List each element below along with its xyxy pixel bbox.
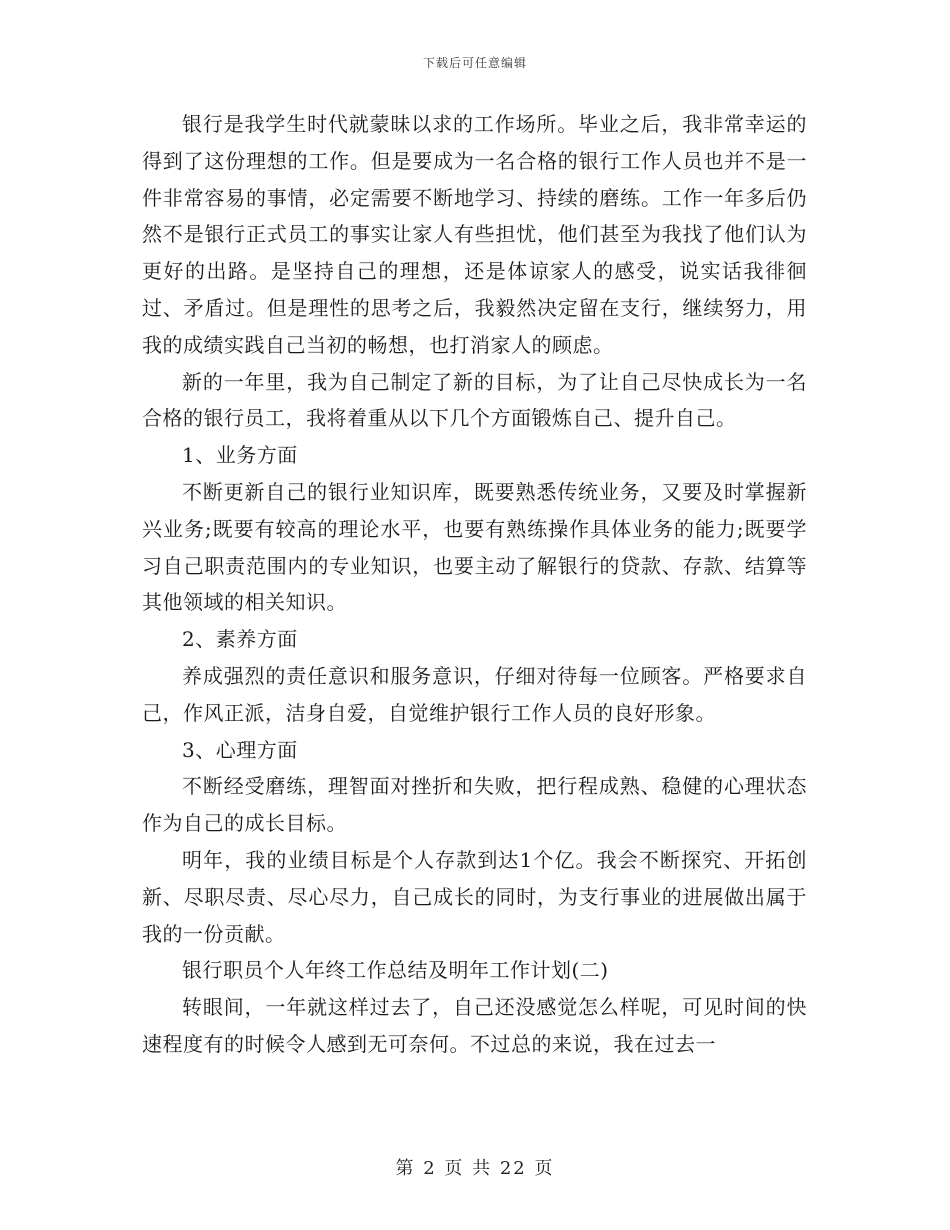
paragraph-psychology: 不断经受磨练，理智面对挫折和失败，把行程成熟、稳健的心理状态作为自己的成长目标。 xyxy=(142,774,807,836)
section-heading-quality: 2、素养方面 xyxy=(182,627,298,652)
paragraph-goals: 新的一年里，我为自己制定了新的目标，为了让自己尽快成长为一名合格的银行员工，我将着重从以下几个方面锻炼自己、提升自己。 xyxy=(142,369,807,431)
section-heading-psychology: 3、心理方面 xyxy=(182,737,298,762)
document-body xyxy=(142,106,807,1063)
paragraph-intro: 银行是我学生时代就蒙昧以求的工作场所。毕业之后，我非常幸运的得到了这份理想的工作。但是要成为一名合格的银行工作人员也并不是一件非常容易的事情，必定需要不断地学习、持续的磨练。工作一年多后仍然不是银行正式员工的事实让家人有些担忧，他们甚至为我找了他们认为更好的出路。是坚持自己的理想，还是体谅家人的感受，说实话我徘徊过、矛盾过。但是理性的思考之后，我毅然决定留在支行，继续努力，用我的成绩实践自己当初的畅想，也打消家人的顾虑。 xyxy=(142,112,807,357)
paragraph-business: 不断更新自己的银行业知识库，既要熟悉传统业务，又要及时掌握新兴业务;既要有较高的理论水平，也要有熟练操作具体业务的能力;既要学习自己职责范围内的专业知识，也要主动了解银行的贷款、存款、结算等其他领域的相关知识。 xyxy=(142,479,807,615)
section-heading-business: 1、业务方面 xyxy=(182,443,298,468)
paragraph-part-two-intro: 转眼间，一年就这样过去了，自己还没感觉怎么样呢，可见时间的快速程度有的时候令人感到无可奈何。不过总的来说，我在过去一 xyxy=(142,995,807,1056)
paragraph-target: 明年，我的业绩目标是个人存款到达1个亿。我会不断探究、开拓创新、尽职尽责、尽心尽力，自己成长的同时，为支行事业的进展做出属于我的一份贡献。 xyxy=(142,847,807,946)
page-number: 第 2 页 共 22 页 xyxy=(395,1158,555,1179)
section-title-part-two: 银行职员个人年终工作总结及明年工作计划(二) xyxy=(182,958,609,983)
page-header: 下载后可任意编辑 xyxy=(422,56,527,70)
paragraph-quality: 养成强烈的责任意识和服务意识，仔细对待每一位顾客。严格要求自己，作风正派，洁身自爱，自觉维护银行工作人员的良好形象。 xyxy=(142,663,807,725)
